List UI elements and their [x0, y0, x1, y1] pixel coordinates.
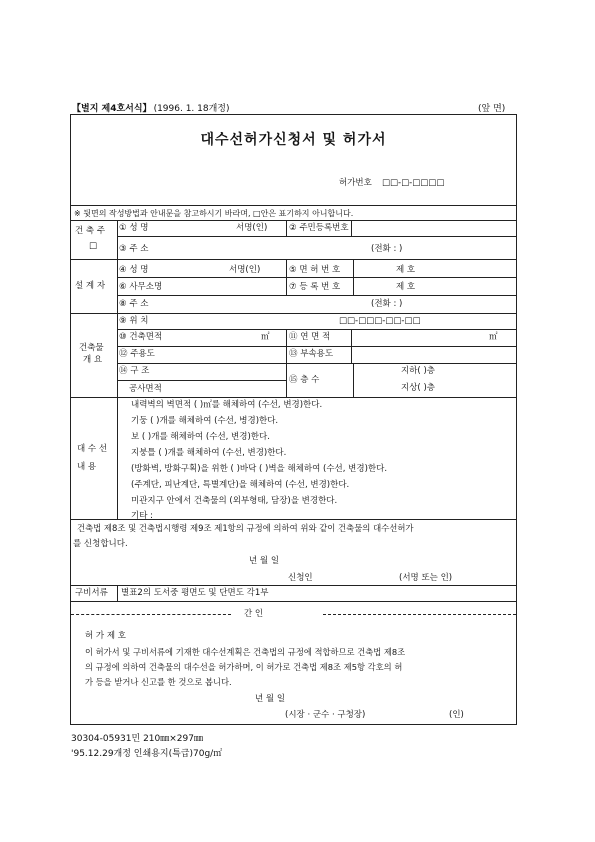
owner-box: □ — [89, 241, 98, 251]
owner-reg-label: ② 주민등록번호 — [289, 223, 349, 233]
permit-no-boxes: □□-□-□□□□ — [382, 178, 445, 188]
owner-section: 건 축 주 — [75, 226, 106, 236]
repair-line-8: 기타 : — [131, 511, 153, 521]
floors-above: 지상( )층 — [401, 383, 435, 393]
designer-office-label: ⑥ 사무소명 — [119, 282, 163, 292]
permit-authority: (시장 · 군수 · 구청장) — [285, 710, 366, 720]
repair-section-2: 내 용 — [77, 462, 97, 472]
repair-line-4: 지붕틀 ( )개를 해체하여 (수선, 변경)한다. — [131, 448, 287, 458]
permit-body-2: 의 규정에 의하여 건축물의 대수선을 허가하며, 이 허가로 건축법 제8조 제5항 각호의 허 — [85, 662, 403, 672]
permit-date: 년 월 일 — [255, 694, 286, 704]
designer-license-val: 제 호 — [396, 265, 416, 275]
repair-line-1: 내력벽의 벽면적 ( )㎡를 해체하여 (수선, 변경)한다. — [131, 400, 323, 410]
floor-area-label: ⑪ 연 면 적 — [289, 332, 331, 342]
repair-line-2: 기둥 ( )개를 해체하여 (수선, 병경)한다. — [131, 416, 279, 426]
owner-name-label: ① 성 명 — [119, 223, 149, 233]
form-title: 대수선허가신청서 및 허가서 — [200, 132, 387, 148]
designer-addr-label: ⑧ 주 소 — [119, 299, 149, 309]
application-date: 년 월 일 — [249, 556, 280, 566]
repair-line-3: 보 ( )개를 해체하여 (수선, 변경)한다. — [131, 432, 270, 442]
footer-line-1: 30304-05931민 210㎜×297㎜ — [71, 734, 203, 744]
owner-phone: (전화 : ) — [371, 244, 403, 254]
building-section-2: 개 요 — [83, 355, 103, 365]
footer-line-2: '95.12.29개정 인쇄용지(특급)70g/㎡ — [71, 749, 223, 759]
area-label: ⑩ 건축면적 — [119, 332, 163, 342]
floors-label: ⑮ 층 수 — [289, 375, 320, 385]
designer-reg-no-val: 제 호 — [396, 282, 416, 292]
main-use-label: ⑫ 주용도 — [119, 349, 155, 359]
permit-seal: (인) — [449, 710, 464, 720]
repair-line-7: 미관지구 안에서 건축물의 (외부형태, 담장)을 변경한다. — [131, 496, 338, 506]
building-section-1: 건축물 — [79, 343, 104, 353]
repair-line-5: (방화벽, 방화구획)을 위한 ( )바닥 ( )벽을 해체하여 (수선, 변경)한다. — [131, 464, 388, 474]
designer-seal: 서명(인) — [229, 265, 261, 275]
notice: ※ 뒷면의 작성방법과 안내문을 참고하시기 바라며, □안은 표기하지 아니합니다. — [74, 209, 354, 218]
applicant-sign: (서명 또는 인) — [399, 573, 453, 583]
owner-addr-label: ③ 주 소 — [119, 244, 149, 254]
designer-phone: (전화 : ) — [371, 299, 403, 309]
repair-section-1: 대 수 선 — [77, 444, 108, 454]
designer-license-label: ⑤ 면 허 번 호 — [289, 265, 341, 275]
repair-line-6: (주계단, 피난계단, 특별계단)을 해체하여 (수선, 변경)한다. — [131, 480, 350, 490]
sub-use-label: ⑬ 부속용도 — [289, 349, 334, 359]
application-line-2: 를 신청합니다. — [73, 539, 128, 549]
loc-boxes: □□-□□□-□□-□□ — [339, 316, 421, 326]
form-frame — [70, 114, 517, 725]
loc-label: ⑨ 위 치 — [119, 316, 149, 326]
designer-section: 설 계 자 — [75, 281, 106, 291]
permit-no-line: 허 가 제 호 — [85, 631, 126, 641]
designer-name-label: ④ 성 명 — [119, 265, 149, 275]
application-line-1: 건축법 제8조 및 건축법시행령 제9조 제1항의 규정에 의하여 위와 같이 건축물의 대수선허가 — [77, 523, 414, 533]
floor-area-unit: ㎡ — [489, 332, 498, 342]
docs-value: 별표2의 도서중 평면도 및 단면도 각1부 — [121, 588, 269, 598]
page-side: (앞 면) — [478, 104, 506, 114]
form-label: 【별지 제4호서식】 (1996. 1. 18개정) — [72, 104, 230, 114]
owner-seal: 서명(인) — [236, 223, 268, 233]
permit-body-1: 이 허가서 및 구비서류에 기재한 대수선계획은 건축법의 규정에 적합하므로 건축법 제8조 — [85, 647, 406, 657]
area-unit: ㎡ — [261, 332, 270, 342]
floors-below: 지하( )층 — [401, 366, 435, 376]
structure-label: ⑭ 구 조 — [119, 366, 150, 376]
docs-label: 구비서류 — [75, 588, 108, 598]
const-area-label: 공사면적 — [129, 384, 162, 394]
cut-label: 간 인 — [244, 609, 264, 619]
permit-no-label: 허가번호 — [339, 178, 372, 188]
designer-reg-no-label: ⑦ 등 록 번 호 — [289, 282, 341, 292]
applicant-label: 신청인 — [288, 573, 313, 583]
permit-body-3: 가 등을 받거나 신고를 한 것으로 봅니다. — [85, 677, 232, 687]
